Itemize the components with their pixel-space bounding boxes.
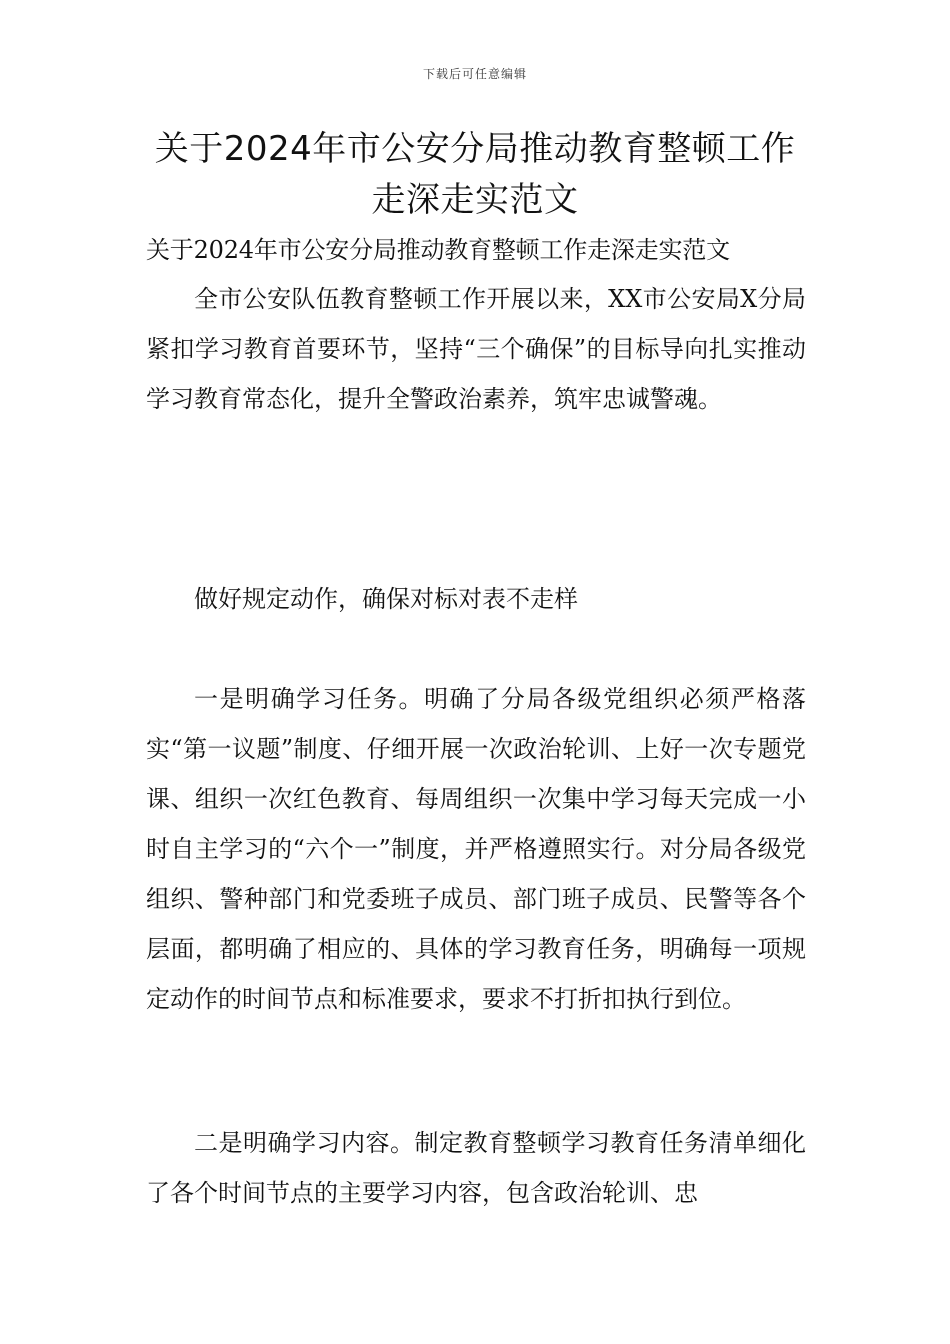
subtitle-line (146, 225, 806, 275)
body-paragraph-1 (146, 674, 806, 1024)
section-heading (146, 574, 806, 624)
section-heading-text: 做好规定动作，确保对标对表不走样 (194, 585, 578, 613)
body-paragraph-text: 二是明确学习内容。制定教育整顿学习教育任务清单细化了各个时间节点的主要学习内容，包含政治轮训、忠 (146, 1129, 806, 1207)
intro-text: 全市公安队伍教育整顿工作开展以来，XX市公安局X分局紧扣学习教育首要环节，坚持“三个确保”的目标导向扎实推动学习教育常态化，提升全警政治素养，筑牢忠诚警魂。 (146, 285, 806, 413)
header-note: 下载后可任意编辑 (422, 67, 527, 81)
intro-paragraph (146, 274, 806, 424)
document-title: 关于2024年市公安分局推动教育整顿工作走深走实范文 (154, 129, 796, 220)
body-paragraph-2 (146, 1118, 806, 1218)
body-paragraph-text: 一是明确学习任务。明确了分局各级党组织必须严格落实“第一议题”制度、仔细开展一次政治轮训、上好一次专题党课、组织一次红色教育、每周组织一次集中学习每天完成一小时自主学习的“六个一”制度，并严格遵照实行。对分局各级党组织、警种部门和党委班子成员、部门班子成员、民警等各个层面，都明确了相应的、具体的学习教育任务，明确每一项规定动作的时间节点和标准要求，要求不打折扣执行到位。 (146, 685, 806, 1013)
subtitle-text: 关于2024年市公安分局推动教育整顿工作走深走实范文 (146, 236, 730, 264)
